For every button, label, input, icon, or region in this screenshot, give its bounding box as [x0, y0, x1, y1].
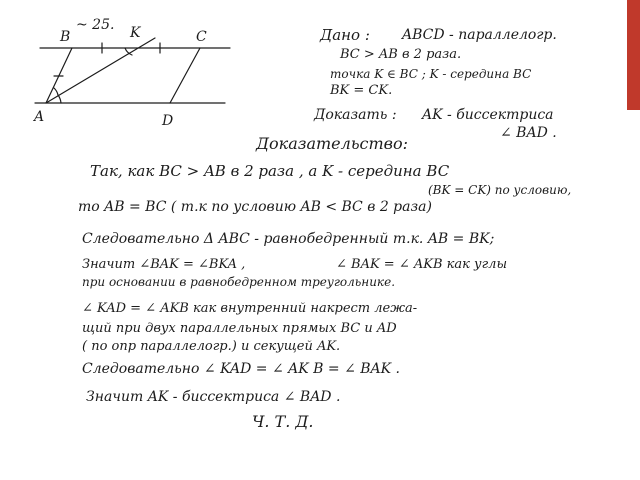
vertex-label-c: C — [196, 29, 207, 45]
proof-line-3: то AB = BC ( т.к по условию AB < BC в 2 раза) — [78, 199, 432, 215]
proof-line-4: Следовательно Δ ABC - равнобедренный т.к. AB = BK; — [82, 231, 495, 247]
proof-line-11: Следовательно ∠ KAD = ∠ AK B = ∠ BAK . — [82, 361, 401, 377]
proof-heading: Доказательство: — [256, 134, 409, 153]
given-line-1: ABCD - параллелогр. — [402, 27, 557, 43]
proof-line-6: ∠ BAK = ∠ AKB как углы — [336, 257, 508, 272]
proof-line-10: ( по опр параллелогр.) и секущей AK. — [82, 339, 341, 354]
given-line-2: BC > AB в 2 раза. — [340, 47, 462, 62]
angle-arc-a-inner — [54, 88, 58, 95]
proof-line-5: Значит ∠BAK = ∠BKA , — [82, 257, 246, 272]
given-line-4: BK = CK. — [330, 83, 393, 98]
angle-arc-a — [58, 95, 61, 103]
prove-line-1: AK - биссектриса — [422, 107, 554, 123]
measure-label: ~ 25. — [76, 17, 115, 33]
proof-line-2: (BK = CK) по условию, — [428, 183, 572, 197]
vertex-label-k: K — [130, 25, 141, 41]
proof-line-8: ∠ KAD = ∠ AKB как внутренний накрест лежа- — [82, 301, 418, 316]
given-line-3: точка K ∈ BC ; K - середина BC — [330, 67, 532, 81]
vertex-label-d: D — [162, 113, 174, 129]
proof-line-1: Так, как BC > AB в 2 раза , а K - середина BC — [90, 162, 450, 180]
accent-bar — [627, 0, 640, 110]
proof-line-9: щий при двух параллельных прямых BC и AD — [82, 321, 397, 336]
vertex-label-a: A — [34, 109, 45, 125]
given-heading: Дано : — [320, 26, 370, 44]
scanned-page — [30, 10, 605, 440]
prove-line-2: ∠ BAD . — [500, 125, 557, 141]
vertex-label-b: B — [60, 29, 71, 45]
qed-mark: Ч. Т. Д. — [252, 412, 314, 431]
side-cd — [170, 48, 200, 103]
prove-heading: Доказать : — [314, 107, 397, 123]
proof-line-12: Значит AK - биссектриса ∠ BAD . — [86, 389, 341, 405]
proof-line-7: при основании в равнобедренном треугольнике. — [82, 275, 396, 289]
